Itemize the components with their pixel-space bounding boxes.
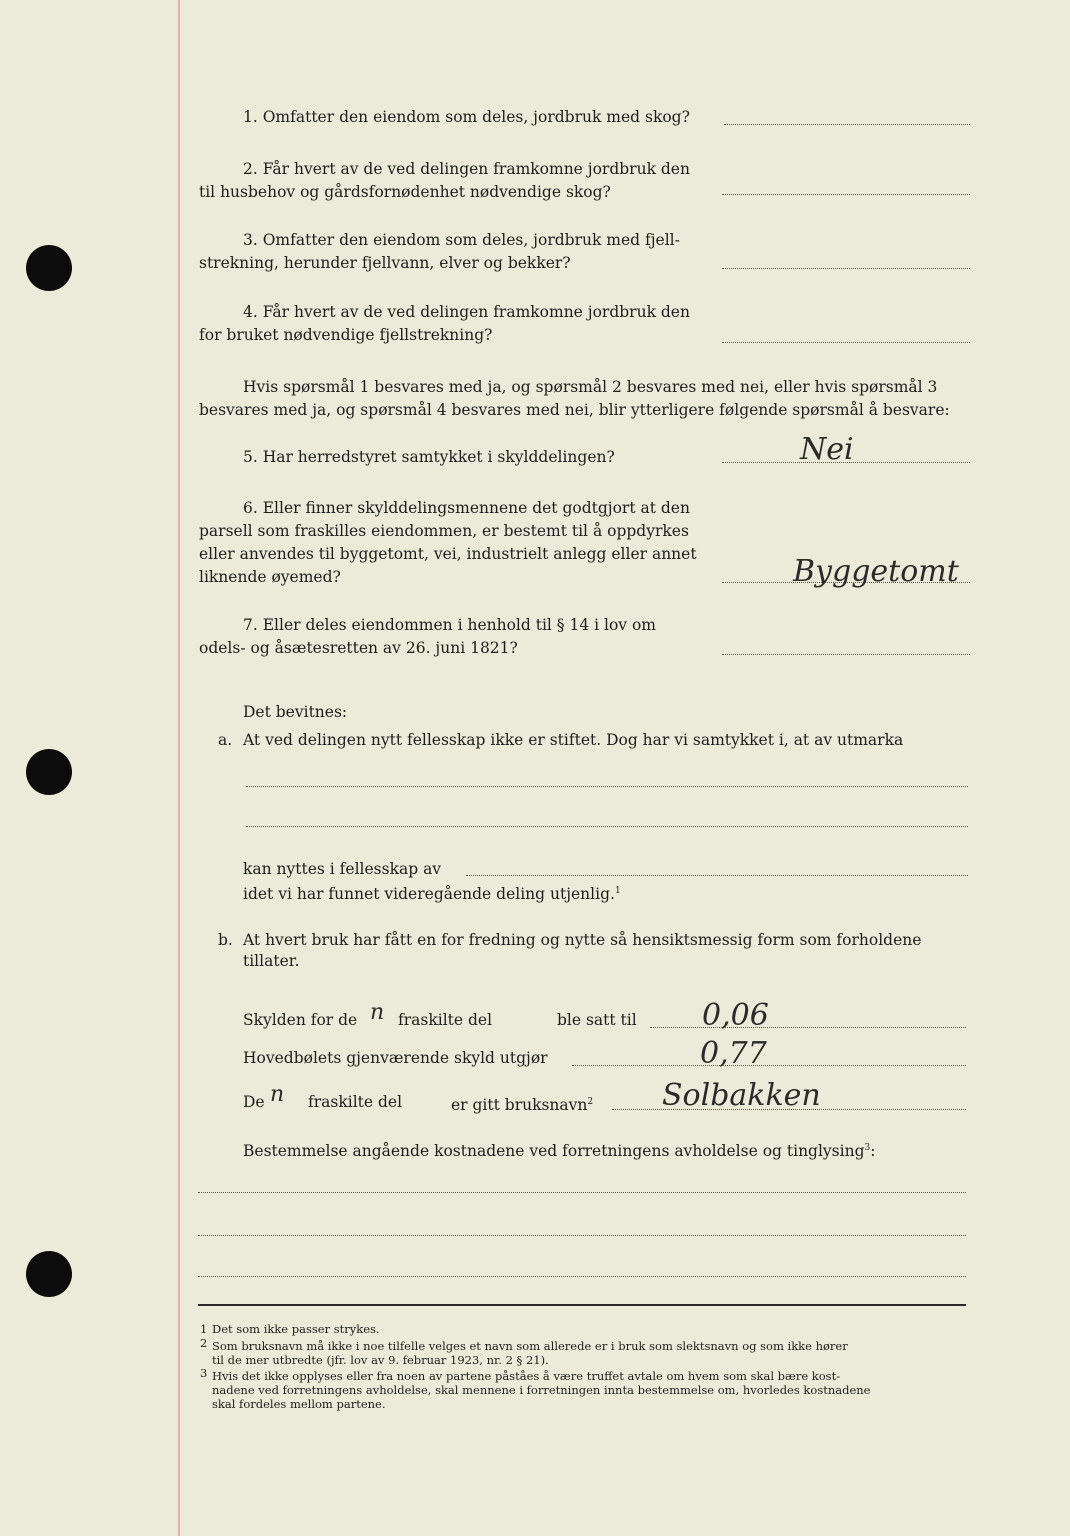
punch-hole bbox=[26, 245, 72, 291]
bruksnavn-handwritten: Solbakken bbox=[662, 1078, 821, 1113]
question-4-line-2: for bruket nødvendige fjellstrekning? bbox=[199, 326, 493, 344]
answer-line-3 bbox=[722, 268, 970, 269]
costs-label: Bestemmelse angående kostnadene ved forretningens avholdelse og tinglysing$^3$: bbox=[243, 1142, 876, 1161]
question-6-line-4: liknende øyemed? bbox=[199, 568, 341, 586]
instruction-line-2: besvares med ja, og spørsmål 4 besvares med nei, blir ytterligere følgende spørsmål å besvare: bbox=[199, 401, 950, 419]
costs-fill-line-3 bbox=[198, 1276, 966, 1277]
footnote-2-line-2: til de mer utbredte (jfr. lov av 9. februar 1923, nr. 2 § 21). bbox=[212, 1353, 549, 1367]
instruction-line-1: Hvis spørsmål 1 besvares med ja, og spørsmål 2 besvares med nei, eller hvis spørsmål 3 bbox=[243, 378, 938, 396]
item-a-fill-line-1 bbox=[246, 786, 968, 787]
skyld-value-line bbox=[650, 1027, 966, 1028]
item-a-label: a. bbox=[218, 731, 233, 749]
punch-hole bbox=[26, 749, 72, 795]
remaining-skyld-label: Hovedbølets gjenværende skyld utgjør bbox=[243, 1049, 548, 1067]
costs-fill-line-2 bbox=[198, 1235, 966, 1236]
punch-hole bbox=[26, 1251, 72, 1297]
footnote-2-number: 2 bbox=[200, 1336, 208, 1350]
name-label-b: fraskilte del bbox=[308, 1093, 403, 1111]
answer-line-2 bbox=[722, 194, 970, 195]
question-5: 5. Har herredstyret samtykket i skylddelingen? bbox=[243, 448, 615, 466]
name-label-c: er gitt bruksnavn$^2$ bbox=[451, 1096, 594, 1115]
footnote-1-line-1: Det som ikke passer strykes. bbox=[212, 1322, 380, 1336]
skyld-label-a: Skylden for de bbox=[243, 1011, 358, 1029]
certification-heading: Det bevitnes: bbox=[243, 703, 348, 721]
footnote-2-line-1: Som bruksnavn må ikke i noe tilfelle velges et navn som allerede er i bruk som slektsnavn og som ikke hører bbox=[212, 1339, 848, 1353]
remaining-skyld-line bbox=[572, 1065, 966, 1066]
answer-line-4 bbox=[722, 342, 970, 343]
footnote-3-line-1: Hvis det ikke opplyses eller fra noen av partene påståes å være truffet avtale om hvem som skal bære kost- bbox=[212, 1369, 841, 1383]
footnote-3-line-3: skal fordeles mellom partene. bbox=[212, 1397, 386, 1411]
question-6-line-1: 6. Eller finner skylddelingsmennene det godtgjort at den bbox=[243, 499, 690, 517]
skyld-label-b: fraskilte del bbox=[398, 1011, 493, 1029]
costs-fill-line-1 bbox=[198, 1192, 966, 1193]
footnote-3-line-2: nadene ved forretningens avholdelse, skal mennene i forretningen innta bestemmelse om, hvorledes kostnadene bbox=[212, 1383, 871, 1397]
item-a-fill-line-2 bbox=[246, 826, 968, 827]
skyld-handwritten-mark: n bbox=[370, 1000, 385, 1025]
question-3-line-2: strekning, herunder fjellvann, elver og bekker? bbox=[199, 254, 571, 272]
question-2-line-1: 2. Får hvert av de ved delingen framkomne jordbruk den bbox=[243, 160, 690, 178]
item-a-shared-line bbox=[466, 875, 968, 876]
question-2-line-2: til husbehov og gårdsfornødenhet nødvendige skog? bbox=[199, 183, 611, 201]
skyld-label-c: ble satt til bbox=[557, 1011, 637, 1029]
name-handwritten-mark: n bbox=[270, 1082, 285, 1107]
item-b-label: b. bbox=[218, 931, 233, 949]
question-6-line-2: parsell som fraskilles eiendommen, er bestemt til å oppdyrkes bbox=[199, 522, 689, 540]
question-7-line-1: 7. Eller deles eiendommen i henhold til § 14 i lov om bbox=[243, 616, 657, 634]
item-b-line-2: tillater. bbox=[243, 952, 300, 970]
item-a-text: At ved delingen nytt fellesskap ikke er stiftet. Dog har vi samtykket i, at av utmarka bbox=[243, 731, 904, 749]
answer-5-handwritten: Nei bbox=[800, 432, 854, 467]
item-a-deemed: idet vi har funnet videregående deling utjenlig.$^1$ bbox=[243, 885, 621, 904]
question-3-line-1: 3. Omfatter den eiendom som deles, jordbruk med fjell- bbox=[243, 231, 680, 249]
question-4-line-1: 4. Får hvert av de ved delingen framkomne jordbruk den bbox=[243, 303, 690, 321]
name-label-a: De bbox=[243, 1093, 265, 1111]
remaining-skyld-handwritten: 0,77 bbox=[700, 1036, 767, 1071]
answer-6-handwritten: Byggetomt bbox=[793, 554, 959, 589]
item-a-shared: kan nyttes i fellesskap av bbox=[243, 860, 442, 878]
answer-line-7 bbox=[722, 654, 970, 655]
item-b-line-1: At hvert bruk har fått en for fredning og nytte så hensiktsmessig form som forholdene bbox=[243, 931, 922, 949]
footnote-1-number: 1 bbox=[200, 1322, 208, 1336]
question-7-line-2: odels- og åsætesretten av 26. juni 1821? bbox=[199, 639, 518, 657]
footnote-rule bbox=[198, 1304, 966, 1306]
question-1: 1. Omfatter den eiendom som deles, jordbruk med skog? bbox=[243, 108, 690, 126]
question-6-line-3: eller anvendes til byggetomt, vei, industrielt anlegg eller annet bbox=[199, 545, 697, 563]
margin-line bbox=[178, 0, 180, 1536]
skyld-value-handwritten: 0,06 bbox=[702, 998, 769, 1033]
answer-line-1 bbox=[724, 124, 970, 125]
footnote-3-number: 3 bbox=[200, 1366, 208, 1380]
